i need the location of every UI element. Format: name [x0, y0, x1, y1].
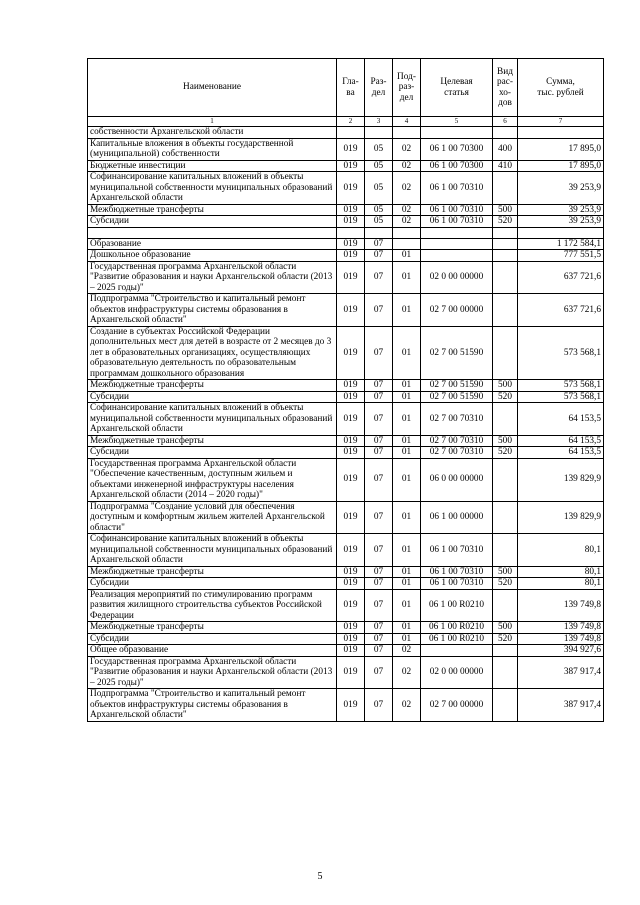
row-sum: 573 568,1	[518, 391, 604, 403]
row-sum: 39 253,9	[518, 216, 604, 228]
row-sum: 573 568,1	[518, 326, 604, 380]
row-expense-type	[493, 403, 518, 436]
row-target-article	[421, 238, 493, 250]
row-sum: 637 721,6	[518, 261, 604, 294]
header-glava: Гла- ва	[337, 59, 365, 117]
row-name: Субсидии	[88, 578, 337, 590]
row-glava: 019	[337, 326, 365, 380]
row-glava	[337, 227, 365, 238]
row-glava: 019	[337, 238, 365, 250]
row-podrazdel: 01	[393, 458, 421, 501]
row-glava: 019	[337, 294, 365, 327]
row-target-article	[421, 250, 493, 262]
row-name: Бюджетные инвестиции	[88, 160, 337, 172]
row-sum: 64 153,5	[518, 447, 604, 459]
row-glava: 019	[337, 172, 365, 205]
table-row	[88, 238, 604, 250]
row-name: Межбюджетные трансферты	[88, 435, 337, 447]
table-row	[88, 127, 604, 139]
row-glava: 019	[337, 160, 365, 172]
row-sum: 387 917,4	[518, 656, 604, 689]
row-razdel: 07	[365, 238, 393, 250]
table-row	[88, 138, 604, 160]
row-expense-type	[493, 534, 518, 567]
row-sum: 637 721,6	[518, 294, 604, 327]
row-target-article: 06 1 00 70310	[421, 216, 493, 228]
row-name: Межбюджетные трансферты	[88, 380, 337, 392]
row-expense-type: 500	[493, 204, 518, 216]
row-target-article: 06 1 00 R0210	[421, 589, 493, 622]
row-podrazdel: 02	[393, 138, 421, 160]
row-podrazdel	[393, 238, 421, 250]
row-sum	[518, 227, 604, 238]
row-sum: 80,1	[518, 578, 604, 590]
row-razdel: 07	[365, 261, 393, 294]
row-razdel: 07	[365, 633, 393, 645]
row-razdel: 07	[365, 391, 393, 403]
row-podrazdel: 02	[393, 656, 421, 689]
row-glava: 019	[337, 501, 365, 534]
row-name: Межбюджетные трансферты	[88, 622, 337, 634]
table-row	[88, 160, 604, 172]
row-name: Межбюджетные трансферты	[88, 566, 337, 578]
header-row	[88, 59, 604, 117]
row-name: Субсидии	[88, 447, 337, 459]
table-row	[88, 566, 604, 578]
row-sum: 387 917,4	[518, 689, 604, 722]
row-sum: 1 172 584,1	[518, 238, 604, 250]
row-podrazdel: 01	[393, 633, 421, 645]
row-glava: 019	[337, 261, 365, 294]
header-razdel: Раз- дел	[365, 59, 393, 117]
row-target-article: 06 1 00 70310	[421, 204, 493, 216]
row-expense-type	[493, 172, 518, 205]
row-name: Межбюджетные трансферты	[88, 204, 337, 216]
row-razdel	[365, 127, 393, 139]
row-sum: 17 895,0	[518, 138, 604, 160]
row-expense-type: 520	[493, 447, 518, 459]
row-name: Подпрограмма "Создание условий для обеспечения доступным и комфортным жильем жителей Архангельской области"	[88, 501, 337, 534]
row-glava: 019	[337, 250, 365, 262]
row-razdel: 07	[365, 294, 393, 327]
row-razdel: 07	[365, 534, 393, 567]
row-expense-type: 500	[493, 622, 518, 634]
row-name: Софинансирование капитальных вложений в объекты муниципальной собственности муниципальных образований Архангельской области	[88, 534, 337, 567]
row-sum: 573 568,1	[518, 380, 604, 392]
row-expense-type: 500	[493, 566, 518, 578]
row-target-article: 06 0 00 00000	[421, 458, 493, 501]
row-glava: 019	[337, 458, 365, 501]
row-name: Софинансирование капитальных вложений в объекты муниципальной собственности муниципальных образований Архангельской области	[88, 172, 337, 205]
table-row	[88, 326, 604, 380]
row-podrazdel: 01	[393, 261, 421, 294]
column-number: 5	[421, 117, 493, 127]
row-razdel	[365, 227, 393, 238]
row-razdel: 05	[365, 172, 393, 205]
row-sum: 39 253,9	[518, 204, 604, 216]
row-glava: 019	[337, 380, 365, 392]
row-name: Реализация мероприятий по стимулированию программ развития жилищного строительства субъектов Российской Федерации	[88, 589, 337, 622]
header-name: Наименование	[88, 59, 337, 117]
row-target-article: 06 1 00 70300	[421, 160, 493, 172]
column-number: 3	[365, 117, 393, 127]
row-expense-type	[493, 294, 518, 327]
row-expense-type	[493, 458, 518, 501]
row-razdel: 05	[365, 138, 393, 160]
row-expense-type	[493, 501, 518, 534]
row-target-article: 02 7 00 51590	[421, 326, 493, 380]
row-target-article: 02 7 00 51590	[421, 380, 493, 392]
row-expense-type	[493, 656, 518, 689]
row-podrazdel: 01	[393, 380, 421, 392]
row-name: Капитальные вложения в объекты государственной (муниципальной) собственности	[88, 138, 337, 160]
row-name: Создание в субъектах Российской Федерации дополнительных мест для детей в возрасте от 2 месяцев до 3 лет в образовательных организациях, осуществляющих образовательную деятельность по образовательным программам дошкольного образования	[88, 326, 337, 380]
table-row	[88, 204, 604, 216]
row-razdel: 05	[365, 216, 393, 228]
row-glava: 019	[337, 578, 365, 590]
row-expense-type: 400	[493, 138, 518, 160]
row-glava: 019	[337, 633, 365, 645]
row-razdel: 05	[365, 160, 393, 172]
row-target-article: 06 1 00 70310	[421, 566, 493, 578]
table-body	[88, 127, 604, 722]
row-sum: 64 153,5	[518, 435, 604, 447]
row-sum: 139 829,9	[518, 501, 604, 534]
column-number: 2	[337, 117, 365, 127]
page-number: 5	[317, 871, 323, 882]
column-number: 7	[518, 117, 604, 127]
header-expense-type: Вид рас- хо- дов	[493, 59, 518, 117]
row-target-article: 06 1 00 70300	[421, 138, 493, 160]
row-expense-type	[493, 645, 518, 657]
row-podrazdel: 01	[393, 435, 421, 447]
table-row	[88, 458, 604, 501]
row-razdel: 07	[365, 501, 393, 534]
header-target-article: Целевая статья	[421, 59, 493, 117]
column-number: 4	[393, 117, 421, 127]
table-row	[88, 172, 604, 205]
table-row	[88, 227, 604, 238]
table-row	[88, 501, 604, 534]
table-row	[88, 689, 604, 722]
row-expense-type	[493, 326, 518, 380]
row-podrazdel: 01	[393, 294, 421, 327]
column-number: 6	[493, 117, 518, 127]
row-razdel: 07	[365, 689, 393, 722]
row-name	[88, 227, 337, 238]
row-target-article: 02 7 00 70310	[421, 435, 493, 447]
row-sum: 394 927,6	[518, 645, 604, 657]
row-name: Субсидии	[88, 216, 337, 228]
row-glava: 019	[337, 645, 365, 657]
row-glava: 019	[337, 447, 365, 459]
table-row	[88, 447, 604, 459]
row-podrazdel: 01	[393, 326, 421, 380]
row-target-article: 02 7 00 00000	[421, 689, 493, 722]
row-sum: 17 895,0	[518, 160, 604, 172]
row-target-article	[421, 127, 493, 139]
row-target-article: 02 0 00 00000	[421, 656, 493, 689]
row-podrazdel: 01	[393, 501, 421, 534]
row-razdel: 07	[365, 656, 393, 689]
table-row	[88, 435, 604, 447]
row-razdel: 07	[365, 645, 393, 657]
row-podrazdel: 01	[393, 391, 421, 403]
row-expense-type	[493, 250, 518, 262]
row-expense-type	[493, 261, 518, 294]
row-sum: 777 551,5	[518, 250, 604, 262]
row-razdel: 07	[365, 380, 393, 392]
row-glava: 019	[337, 216, 365, 228]
row-name: Подпрограмма "Строительство и капитальный ремонт объектов инфраструктуры системы образования в Архангельской области"	[88, 689, 337, 722]
row-sum: 39 253,9	[518, 172, 604, 205]
row-expense-type	[493, 589, 518, 622]
row-target-article: 02 0 00 00000	[421, 261, 493, 294]
table-row	[88, 250, 604, 262]
table-row	[88, 534, 604, 567]
table-row	[88, 391, 604, 403]
row-podrazdel: 02	[393, 216, 421, 228]
row-target-article: 02 7 00 70310	[421, 403, 493, 436]
row-sum	[518, 127, 604, 139]
row-name: Государственная программа Архангельской области "Развитие образования и науки Архангельской области (2013 – 2025 годы)"	[88, 656, 337, 689]
row-podrazdel: 01	[393, 250, 421, 262]
row-name: Образование	[88, 238, 337, 250]
row-expense-type	[493, 127, 518, 139]
row-podrazdel: 01	[393, 622, 421, 634]
row-glava: 019	[337, 204, 365, 216]
budget-page	[87, 58, 603, 722]
row-expense-type: 500	[493, 380, 518, 392]
row-podrazdel: 01	[393, 566, 421, 578]
row-podrazdel	[393, 127, 421, 139]
row-name: Государственная программа Архангельской области "Развитие образования и науки Архангельской области (2013 – 2025 годы)"	[88, 261, 337, 294]
row-podrazdel: 02	[393, 172, 421, 205]
row-target-article: 06 1 00 70310	[421, 578, 493, 590]
row-target-article	[421, 227, 493, 238]
row-name: Субсидии	[88, 391, 337, 403]
table-row	[88, 633, 604, 645]
row-expense-type: 520	[493, 633, 518, 645]
row-target-article: 02 7 00 51590	[421, 391, 493, 403]
row-name: собственности Архангельской области	[88, 127, 337, 139]
row-podrazdel: 02	[393, 160, 421, 172]
row-expense-type: 520	[493, 216, 518, 228]
row-razdel: 07	[365, 566, 393, 578]
row-expense-type: 520	[493, 391, 518, 403]
row-razdel: 07	[365, 250, 393, 262]
row-glava: 019	[337, 589, 365, 622]
row-glava: 019	[337, 391, 365, 403]
row-sum: 139 749,8	[518, 622, 604, 634]
column-number: 1	[88, 117, 337, 127]
row-razdel: 07	[365, 447, 393, 459]
row-name: Общее образование	[88, 645, 337, 657]
header-podrazdel: Под- раз- дел	[393, 59, 421, 117]
row-name: Подпрограмма "Строительство и капитальный ремонт объектов инфраструктуры системы образования в Архангельской области"	[88, 294, 337, 327]
row-podrazdel: 02	[393, 689, 421, 722]
row-glava: 019	[337, 622, 365, 634]
row-glava: 019	[337, 435, 365, 447]
table-row	[88, 380, 604, 392]
row-sum: 139 829,9	[518, 458, 604, 501]
row-podrazdel: 01	[393, 578, 421, 590]
row-target-article	[421, 645, 493, 657]
table-row	[88, 403, 604, 436]
row-name: Государственная программа Архангельской области "Обеспечение качественным, доступным жильем и объектами инженерной инфраструктуры населения Архангельской области (2014 – 2020 годы)"	[88, 458, 337, 501]
table-row	[88, 589, 604, 622]
row-glava: 019	[337, 656, 365, 689]
row-target-article: 02 7 00 70310	[421, 447, 493, 459]
row-razdel: 07	[365, 403, 393, 436]
row-podrazdel: 01	[393, 447, 421, 459]
row-razdel: 07	[365, 435, 393, 447]
row-podrazdel: 01	[393, 589, 421, 622]
row-expense-type	[493, 238, 518, 250]
row-podrazdel: 02	[393, 645, 421, 657]
row-sum: 80,1	[518, 566, 604, 578]
row-target-article: 06 1 00 R0210	[421, 622, 493, 634]
table-row	[88, 294, 604, 327]
table-row	[88, 656, 604, 689]
row-sum: 80,1	[518, 534, 604, 567]
row-target-article: 06 1 00 70310	[421, 172, 493, 205]
row-glava: 019	[337, 138, 365, 160]
row-glava	[337, 127, 365, 139]
row-expense-type: 500	[493, 435, 518, 447]
row-razdel: 07	[365, 578, 393, 590]
row-glava: 019	[337, 566, 365, 578]
row-sum: 139 749,8	[518, 633, 604, 645]
row-expense-type: 410	[493, 160, 518, 172]
row-target-article: 06 1 00 R0210	[421, 633, 493, 645]
table-row	[88, 622, 604, 634]
row-glava: 019	[337, 403, 365, 436]
row-podrazdel: 01	[393, 403, 421, 436]
row-podrazdel: 01	[393, 534, 421, 567]
row-target-article: 06 1 00 70310	[421, 534, 493, 567]
budget-table	[87, 58, 604, 722]
row-name: Дошкольное образование	[88, 250, 337, 262]
row-podrazdel	[393, 227, 421, 238]
table-row	[88, 216, 604, 228]
row-sum: 64 153,5	[518, 403, 604, 436]
column-number-row	[88, 117, 604, 127]
table-row	[88, 645, 604, 657]
row-razdel: 07	[365, 589, 393, 622]
row-razdel: 05	[365, 204, 393, 216]
row-sum: 139 749,8	[518, 589, 604, 622]
row-expense-type	[493, 227, 518, 238]
table-row	[88, 261, 604, 294]
row-podrazdel: 02	[393, 204, 421, 216]
table-row	[88, 578, 604, 590]
row-expense-type: 520	[493, 578, 518, 590]
row-glava: 019	[337, 689, 365, 722]
row-razdel: 07	[365, 326, 393, 380]
row-target-article: 02 7 00 00000	[421, 294, 493, 327]
header-sum: Сумма, тыс. рублей	[518, 59, 604, 117]
row-razdel: 07	[365, 458, 393, 501]
row-name: Субсидии	[88, 633, 337, 645]
row-name: Софинансирование капитальных вложений в объекты муниципальной собственности муниципальных образований Архангельской области	[88, 403, 337, 436]
row-expense-type	[493, 689, 518, 722]
row-target-article: 06 1 00 00000	[421, 501, 493, 534]
row-razdel: 07	[365, 622, 393, 634]
row-glava: 019	[337, 534, 365, 567]
